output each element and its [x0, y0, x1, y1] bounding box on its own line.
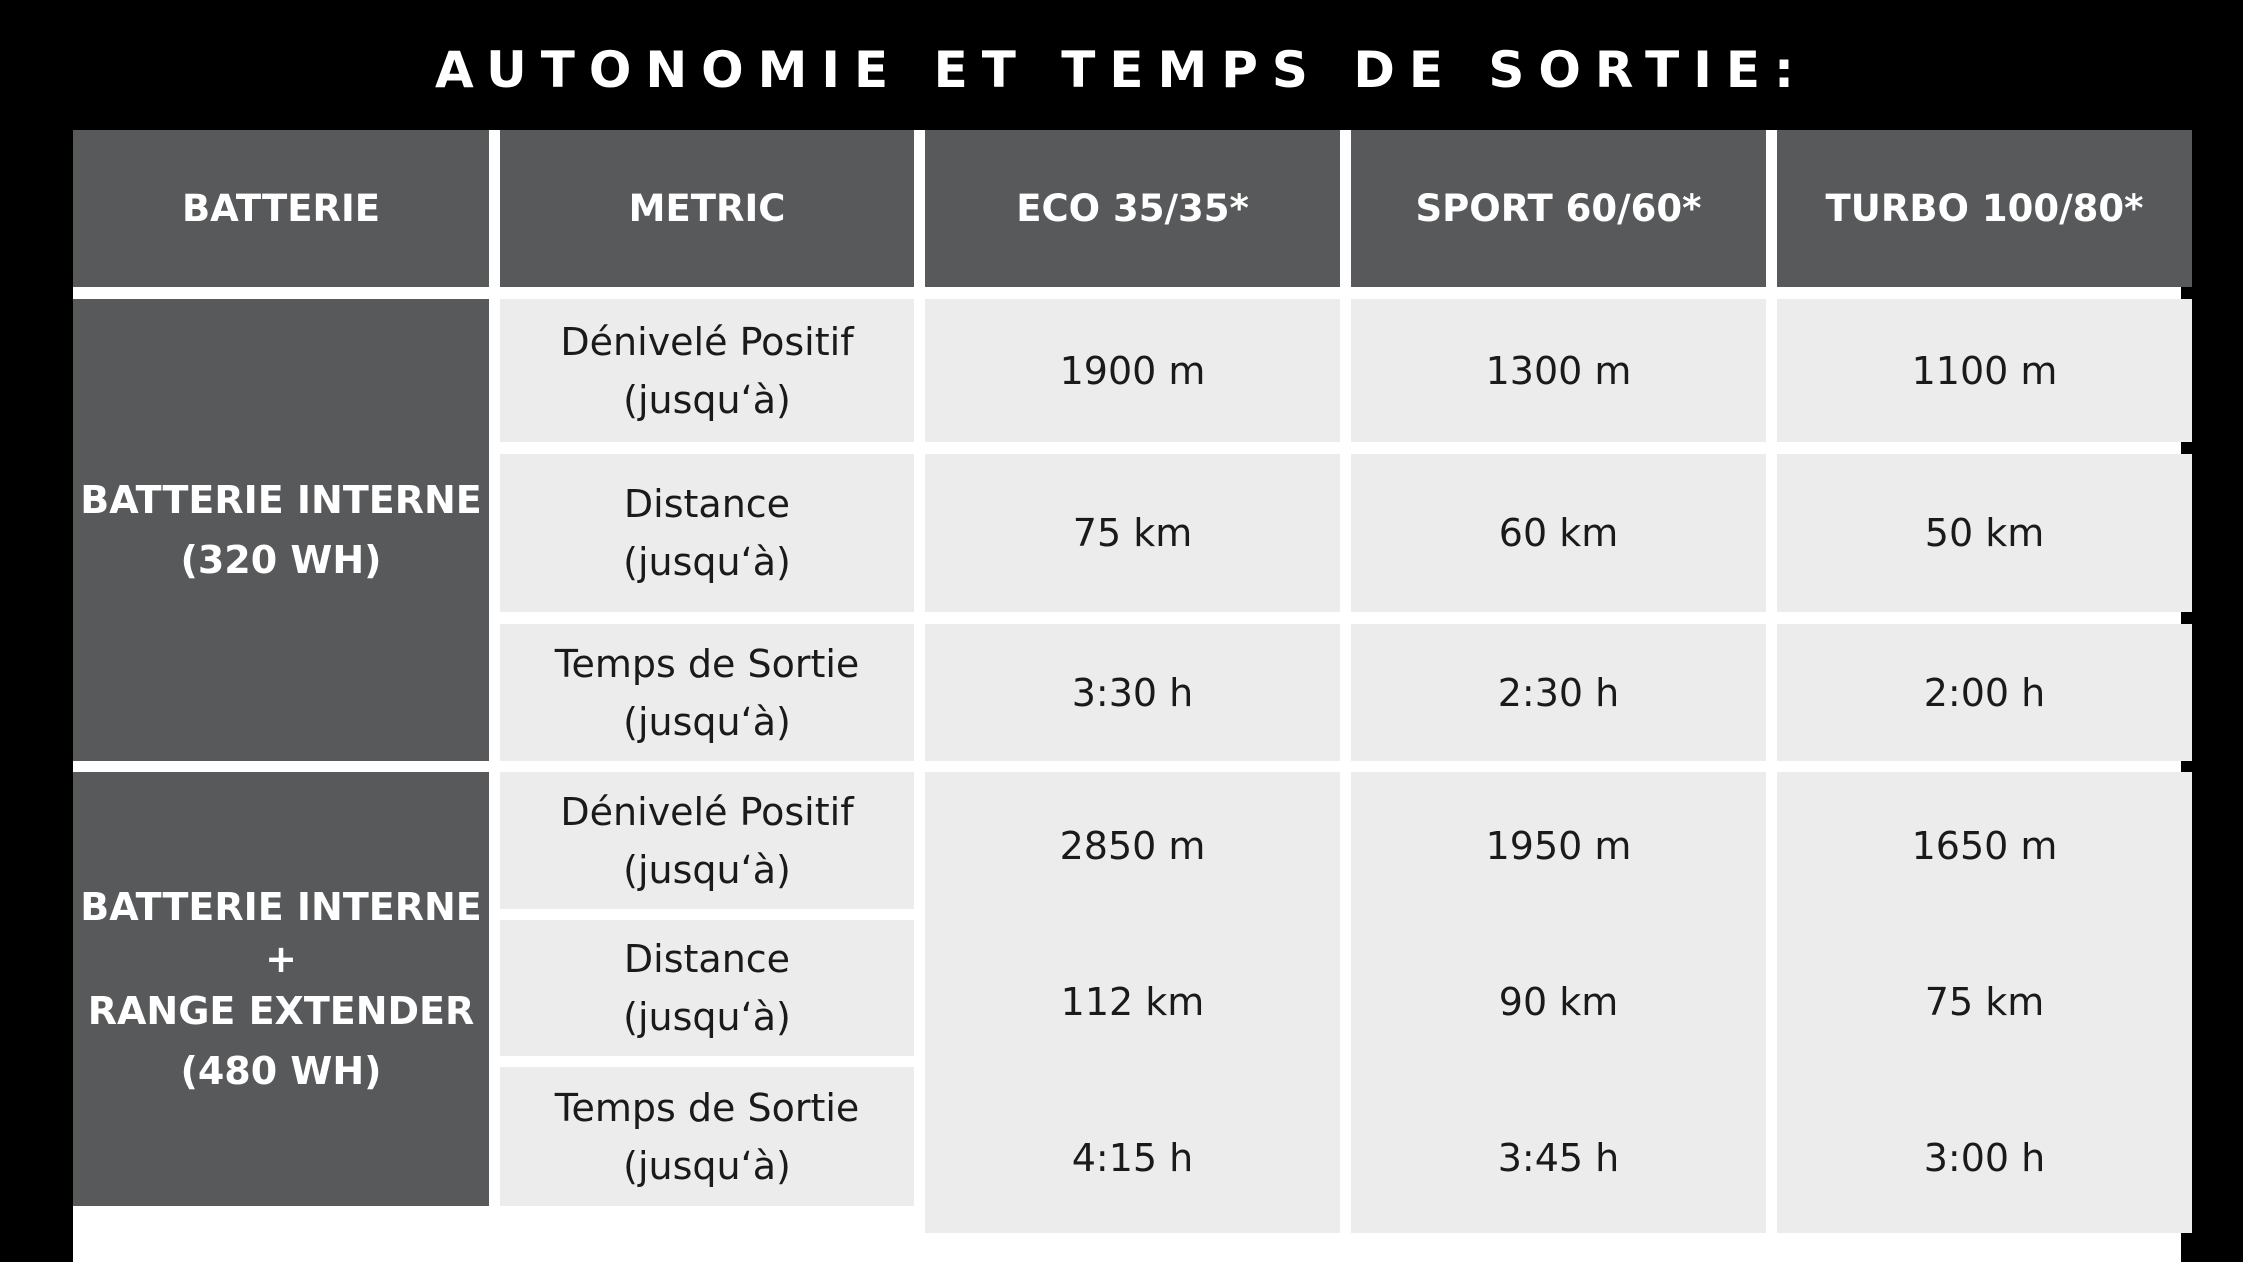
group-label-extended	[73, 772, 489, 1206]
value-cell: 112 km	[925, 920, 1340, 1083]
value-cell: 1950 m	[1351, 772, 1766, 920]
group-label-internal	[73, 299, 489, 761]
page-title: AUTONOMIE ET TEMPS DE SORTIE:	[434, 41, 1809, 99]
group-label-line: BATTERIE INTERNE	[80, 478, 482, 522]
value-column-eco	[925, 772, 1340, 1206]
value-cell: 50 km	[1777, 454, 2192, 612]
value-cell: 2850 m	[925, 772, 1340, 920]
metric-label: Distance	[623, 482, 791, 526]
metric-label: Dénivelé Positif	[560, 319, 854, 364]
value-cell: 1100 m	[1777, 299, 2192, 442]
value-cell: 75 km	[925, 454, 1340, 612]
value-cell: 60 km	[1351, 454, 1766, 612]
group-label-line: (480 WH)	[180, 1049, 382, 1093]
metric-cell	[500, 920, 914, 1056]
metric-label: Distance	[623, 937, 791, 981]
metric-label: Temps de Sortie	[554, 1085, 860, 1130]
group-label-line: +	[265, 937, 297, 981]
value-cell: 2:00 h	[1777, 624, 2192, 761]
autonomy-table	[73, 130, 2181, 1262]
metric-qualifier: (jusqu‘à)	[623, 699, 791, 744]
value-cell: 75 km	[1777, 920, 2192, 1083]
header-batterie: BATTERIE	[73, 130, 489, 287]
metric-cell	[500, 299, 914, 442]
value-cell: 3:00 h	[1777, 1083, 2192, 1233]
group-label-line: RANGE EXTENDER	[87, 989, 475, 1033]
value-column-sport	[1351, 772, 1766, 1206]
header-sport: SPORT 60/60*	[1351, 130, 1766, 287]
metric-cell	[500, 454, 914, 612]
metric-cell	[500, 1067, 914, 1206]
header-eco: ECO 35/35*	[925, 130, 1340, 287]
value-cell: 1300 m	[1351, 299, 1766, 442]
value-column-turbo	[1777, 772, 2192, 1206]
value-cell: 1650 m	[1777, 772, 2192, 920]
metric-qualifier: (jusqu‘à)	[623, 995, 791, 1039]
metric-cell	[500, 624, 914, 761]
value-cell: 90 km	[1351, 920, 1766, 1083]
metric-label: Dénivelé Positif	[560, 789, 854, 834]
metric-qualifier: (jusqu‘à)	[623, 540, 791, 584]
value-cell: 3:30 h	[925, 624, 1340, 761]
metric-qualifier: (jusqu‘à)	[623, 1143, 791, 1188]
header-metric: METRIC	[500, 130, 914, 287]
header-turbo: TURBO 100/80*	[1777, 130, 2192, 287]
metric-label: Temps de Sortie	[554, 641, 860, 686]
metric-cell	[500, 772, 914, 909]
metric-qualifier: (jusqu‘à)	[623, 377, 791, 422]
metric-qualifier: (jusqu‘à)	[623, 847, 791, 892]
value-cell: 1900 m	[925, 299, 1340, 442]
group-label-line: BATTERIE INTERNE	[80, 885, 482, 929]
value-cell: 4:15 h	[925, 1083, 1340, 1233]
value-cell: 3:45 h	[1351, 1083, 1766, 1233]
group-label-line: (320 WH)	[180, 538, 382, 582]
value-cell: 2:30 h	[1351, 624, 1766, 761]
